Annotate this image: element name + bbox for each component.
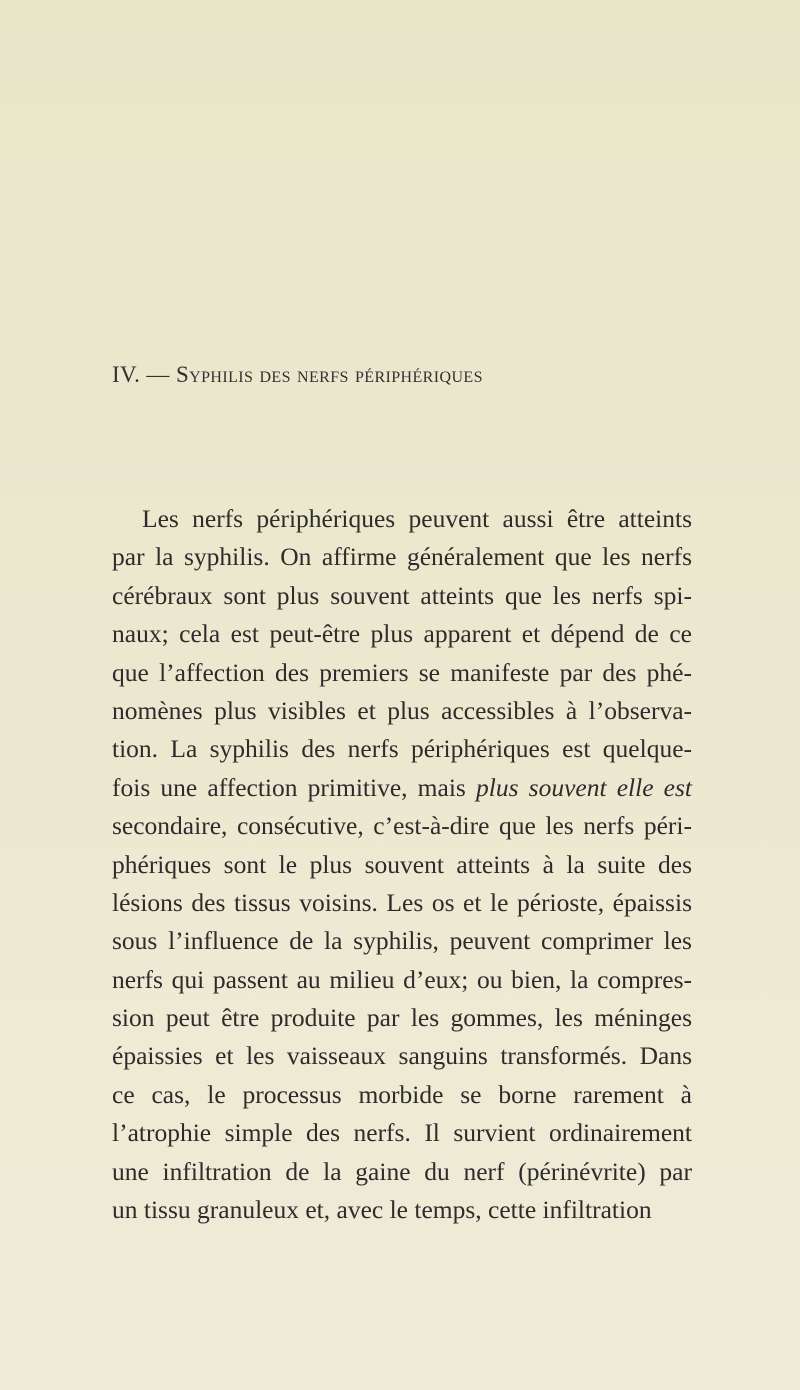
text-line: nomènes plus visibles et plus accessibles à l’observa- bbox=[112, 695, 692, 725]
text-line: Les nerfs périphériques peuvent aussi être atteints bbox=[142, 504, 692, 533]
text-line: phériques sont le plus souvent atteints à la suite des bbox=[112, 849, 692, 879]
text-line: ce cas, le processus morbide se borne rarement à bbox=[112, 1079, 692, 1109]
italic-phrase: plus souvent elle est bbox=[476, 772, 692, 802]
text-line: tion. La syphilis des nerfs périphériques est quelque- bbox=[112, 734, 692, 764]
text-line: par la syphilis. On affirme généralement que les nerfs bbox=[112, 542, 692, 572]
text-line: une infiltration de la gaine du nerf (périnévrite) par bbox=[112, 1156, 692, 1186]
section-title: Syphilis des nerfs périphériques bbox=[175, 362, 483, 387]
body-paragraph bbox=[112, 500, 692, 1229]
text-line: naux; cela est peut-être plus apparent et dépend de ce bbox=[112, 619, 692, 649]
section-numeral: IV. bbox=[112, 362, 141, 387]
text-line: que l’affection des premiers se manifeste par des phé- bbox=[112, 657, 692, 687]
section-heading bbox=[112, 362, 712, 388]
text-line: nerfs qui passent au milieu d’eux; ou bien, la compres- bbox=[112, 964, 692, 994]
text-line: secondaire, consécutive, c’est-à-dire que les nerfs péri- bbox=[112, 811, 692, 841]
section-dash: — bbox=[146, 362, 170, 387]
text-line: lésions des tissus voisins. Les os et le périoste, épaissis bbox=[112, 887, 692, 917]
text-line: sion peut être produite par les gommes, les méninges bbox=[112, 1003, 692, 1033]
text-line-with-italic bbox=[112, 769, 692, 807]
text-line: cérébraux sont plus souvent atteints que les nerfs spi- bbox=[112, 580, 692, 610]
text-line: épaissies et les vaisseaux sanguins transformés. Dans bbox=[112, 1041, 692, 1071]
text-line: un tissu granuleux et, avec le temps, cette infiltration bbox=[112, 1195, 652, 1225]
text-line: l’atrophie simple des nerfs. Il survient ordinairement bbox=[112, 1118, 692, 1148]
text-segment: fois une affection primitive, mais bbox=[112, 772, 476, 802]
text-line: sous l’influence de la syphilis, peuvent comprimer les bbox=[112, 926, 692, 956]
